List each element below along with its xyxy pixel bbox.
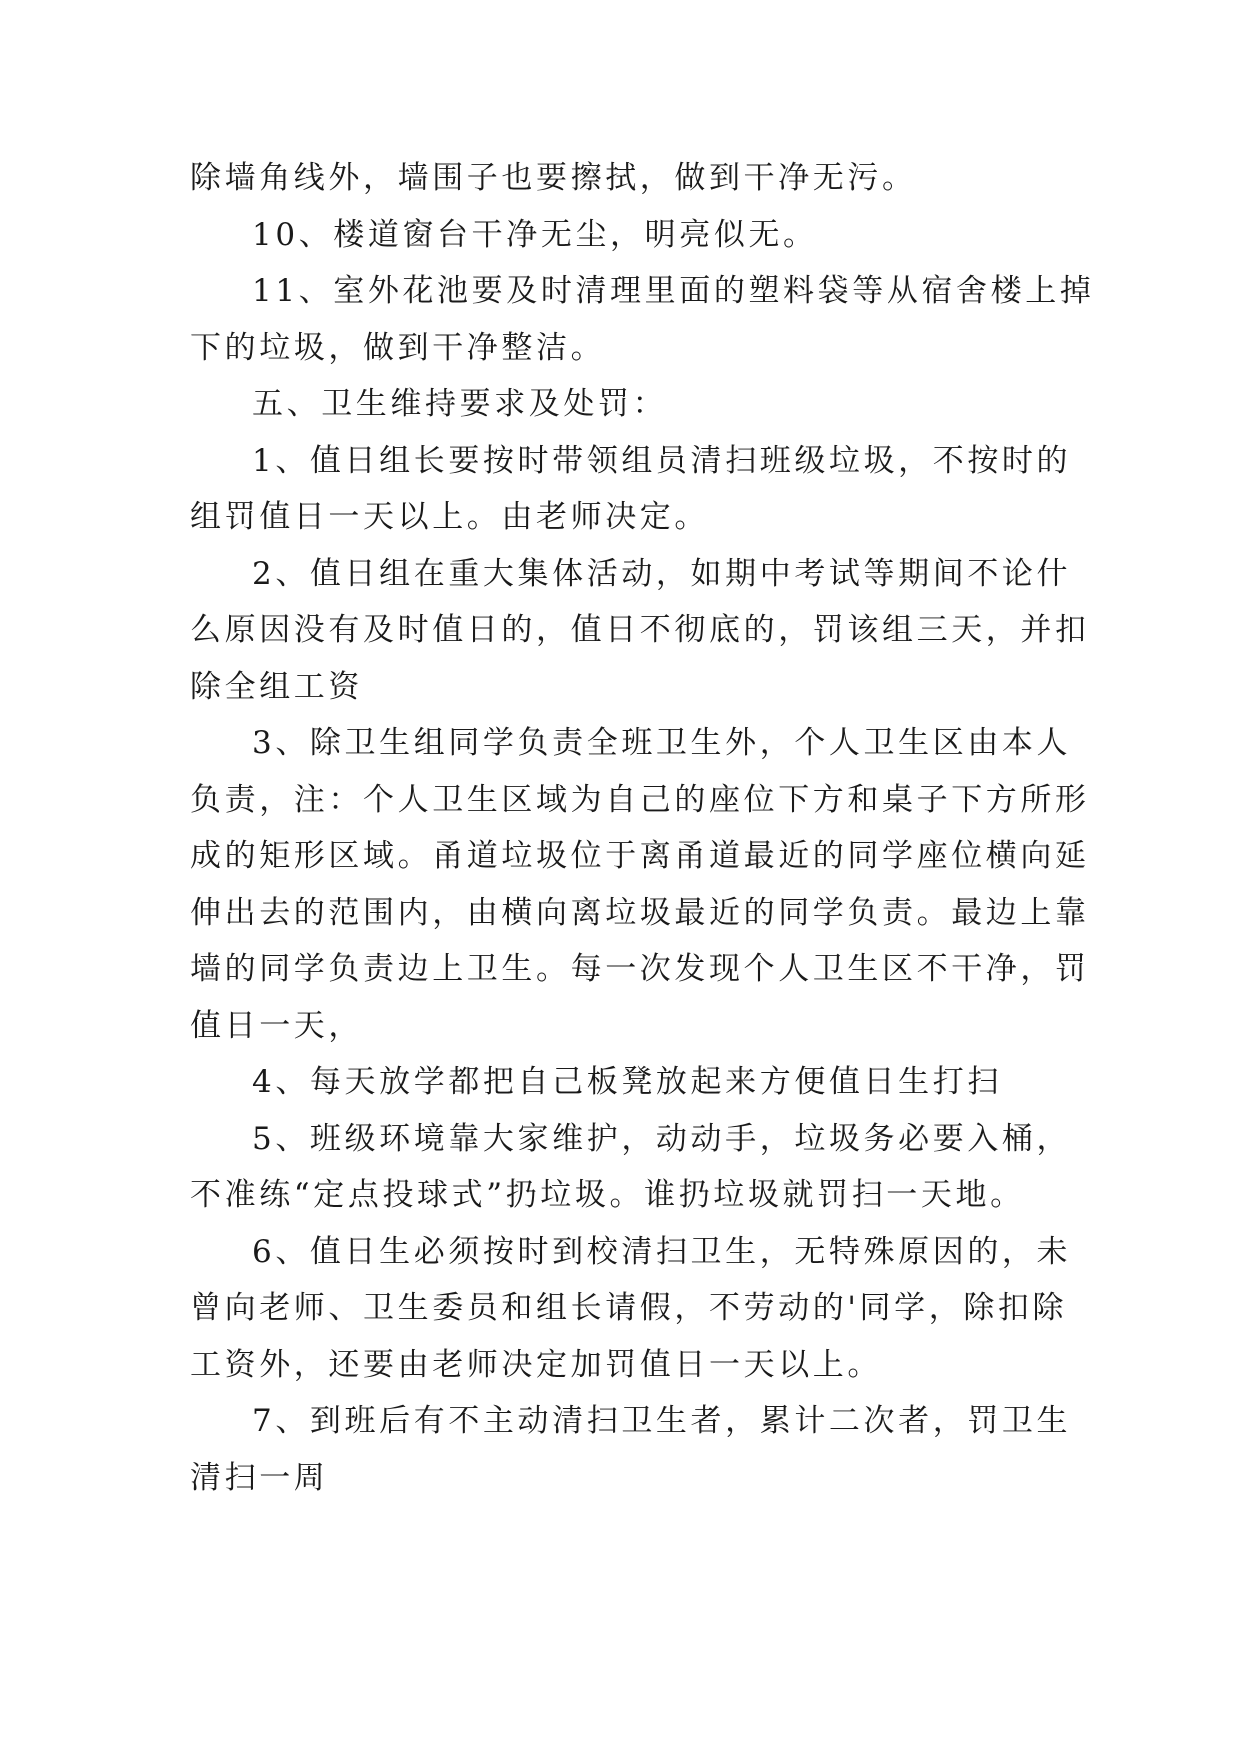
document-line: 工资外，还要由老师决定加罚值日一天以上。 [190,1346,882,1383]
document-line: 3、除卫生组同学负责全班卫生外，个人卫生区由本人 [252,725,1072,761]
document-line: 6、值日生必须按时到校清扫卫生，无特殊原因的，未 [252,1233,1072,1270]
document-line: 7、到班后有不主动清扫卫生者，累计二次者，罚卫生 [252,1403,1072,1439]
document-line: 1、值日组长要按时带领组员清扫班级垃圾，不按时的 [252,442,1072,479]
document-line: 值日一天， [190,1007,363,1044]
document-line: 五、卫生维持要求及处罚： [252,386,668,422]
document-line: 曾向老师、卫生委员和组长请假，不劳动的'同学，除扣除 [190,1290,1068,1326]
document-line: 除全组工资 [190,668,363,705]
document-line: 成的矩形区域。甬道垃圾位于离甬道最近的同学座位横向延 [190,838,1090,874]
document-line: 下的垃圾，做到干净整洁。 [190,329,606,366]
document-line: 墙的同学负责边上卫生。每一次发现个人卫生区不干净，罚 [190,951,1090,987]
document-line: 10、楼道窗台干净无尘，明亮似无。 [252,216,818,253]
document-line: 11、室外花池要及时清理里面的塑料袋等从宿舍楼上掉 [252,273,1095,309]
document-line: 5、班级环境靠大家维护，动动手，垃圾务必要入桶， [252,1120,1072,1157]
document-line: 2、值日组在重大集体活动，如期中考试等期间不论什 [252,555,1072,592]
document-line: 组罚值日一天以上。由老师决定。 [190,499,709,535]
document-line: 负责，注：个人卫生区域为自己的座位下方和桌子下方所形 [190,781,1090,818]
document-body [190,150,1095,1506]
document-line: 除墙角线外，墙围子也要擦拭，做到干净无污。 [190,160,917,196]
document-line: 清扫一周 [190,1459,329,1496]
document-line: 伸出去的范围内，由横向离垃圾最近的同学负责。最边上靠 [190,894,1090,931]
document-line: 不准练“定点投球式”扔垃圾。谁扔垃圾就罚扫一天地。 [190,1177,1025,1213]
document-line: 么原因没有及时值日的，值日不彻底的，罚该组三天，并扣 [190,612,1090,648]
document-line: 4、每天放学都把自己板凳放起来方便值日生打扫 [252,1064,1002,1100]
